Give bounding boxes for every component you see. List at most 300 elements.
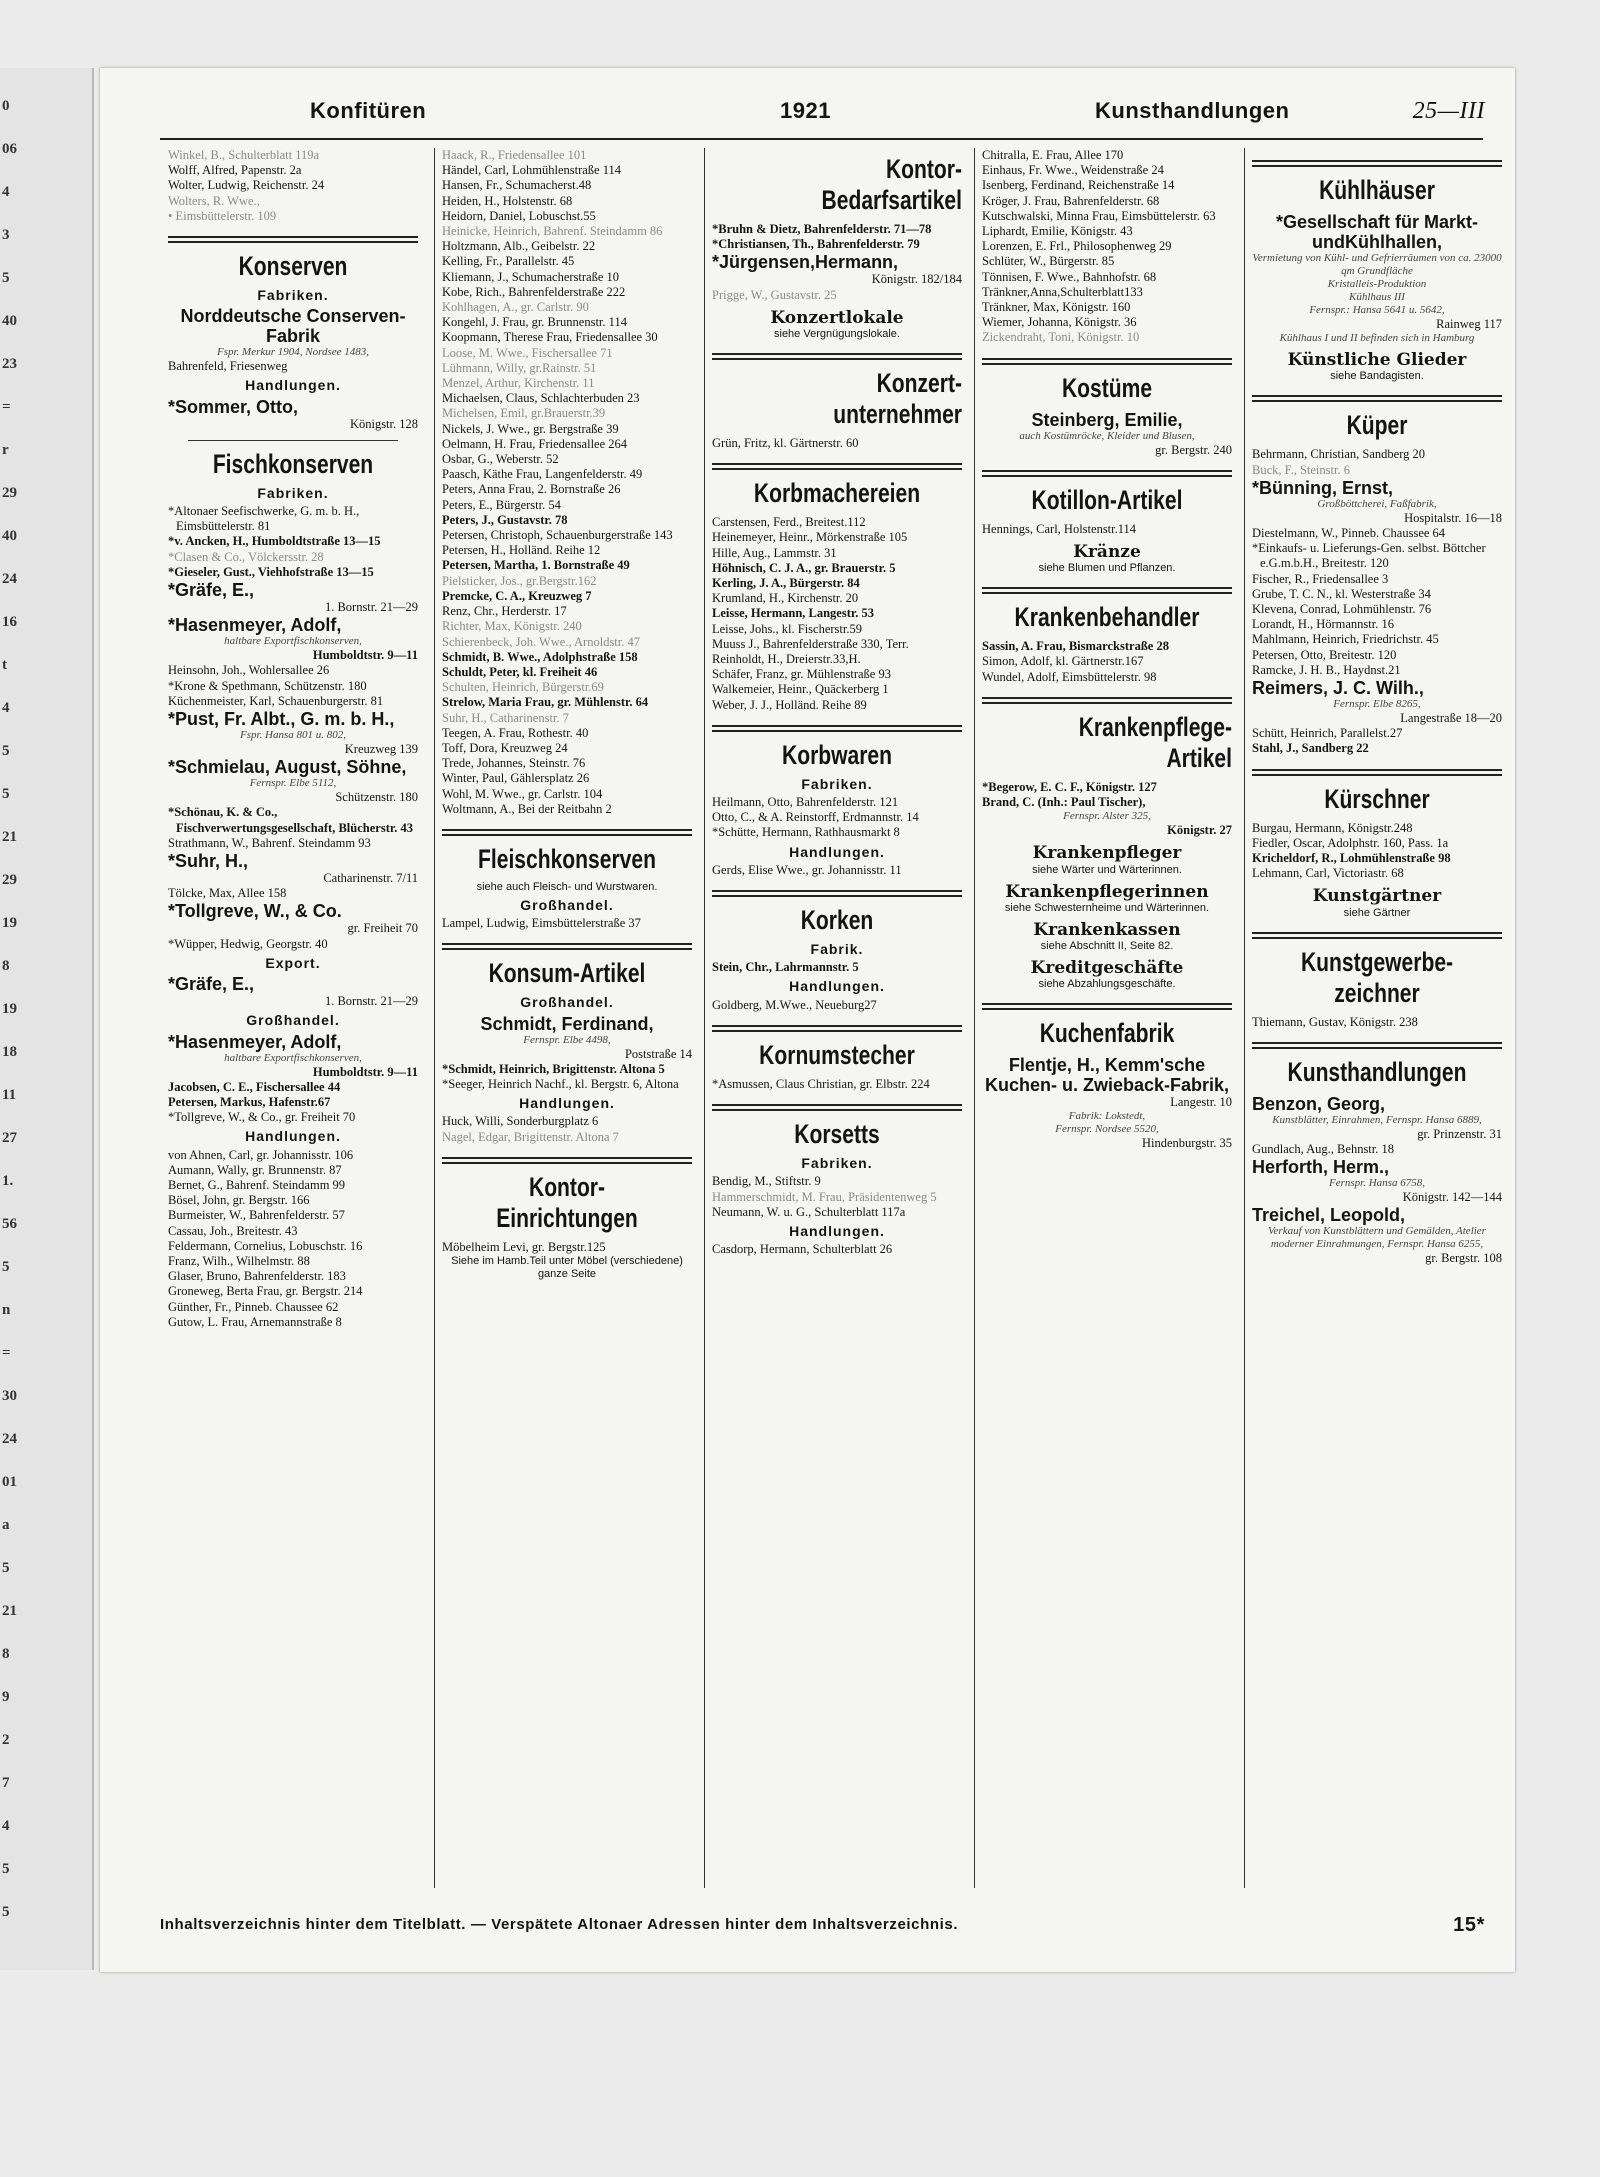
section-rule [982, 470, 1232, 477]
directory-entry: *Gieseler, Gust., Viehhofstraße 13—15 [168, 564, 374, 579]
cross-ref-heading: Kreditgeschäfte [1030, 958, 1184, 979]
prev-page-fragment: 9 [2, 1689, 10, 1705]
directory-entry: Feldermann, Cornelius, Lobuschstr. 16 [168, 1238, 363, 1253]
featured-entry: *Pust, Fr. Albt., G. m. b. H., [168, 709, 395, 730]
featured-entry: Reimers, J. C. Wilh., [1252, 678, 1424, 699]
directory-entry: Einhaus, Fr. Wwe., Weidenstraße 24 [982, 163, 1164, 178]
section-rule [168, 236, 418, 243]
directory-entry: Cassau, Joh., Breitestr. 43 [168, 1223, 298, 1238]
directory-entry: Fiedler, Oscar, Adolphstr. 160, Pass. 1a [1252, 835, 1449, 850]
directory-entry: Jacobsen, C. E., Fischersallee 44 [168, 1079, 341, 1094]
prev-page-fragment: 5 [2, 1861, 10, 1877]
prev-page-fragment: 2 [2, 1732, 10, 1748]
section-heading: Korbmachereien [753, 478, 921, 509]
directory-entry: Leisse, Johs., kl. Fischerstr.59 [712, 621, 862, 636]
directory-entry: Heidorn, Daniel, Lobuschst.55 [442, 208, 596, 223]
directory-entry: Kutschwalski, Minna Frau, Eimsbüttelerstr. 63 [982, 208, 1216, 223]
featured-entry: Treichel, Leopold, [1252, 1205, 1406, 1226]
directory-entry: Schlüter, W., Bürgerstr. 85 [982, 254, 1115, 269]
directory-entry: *Einkaufs- u. Lieferungs-Gen. selbst. Böttcher e.G.m.b.H., Breitestr. 120 [1252, 541, 1489, 571]
prev-page-fragment: 24 [2, 571, 17, 587]
directory-entry: Renz, Chr., Herderstr. 17 [442, 604, 567, 619]
directory-entry: Königstr. 27 [1167, 823, 1232, 838]
directory-entry: Carstensen, Ferd., Breitest.112 [712, 515, 866, 530]
entry-note: Verkauf von Kunstblättern und Gemälden, Atelier moderner Einrahmungen, Fernspr. Hansa 6255, [1268, 1225, 1486, 1251]
section-rule [712, 725, 962, 732]
column-divider [704, 148, 705, 1888]
directory-entry: Muuss J., Bahrenfelderstraße 330, Terr. [712, 636, 909, 651]
directory-entry: *Schönau, K. & Co., Fischverwertungsgesellschaft, Blücherstr. 43 [168, 805, 414, 835]
prev-page-fragment: 1. [2, 1173, 14, 1189]
entry-note: Fernspr. Hansa 6758, [1329, 1177, 1425, 1190]
entry-note: Fspr. Merkur 1904, Nordsee 1483, [216, 346, 370, 359]
directory-entry: *Begerow, E. C. F., Königstr. 127 [982, 779, 1157, 794]
prev-page-fragment: = [2, 1345, 11, 1361]
prev-page-fragment: r [2, 442, 9, 458]
featured-entry: *Hasenmeyer, Adolf, [168, 615, 342, 636]
directory-entry: Brand, C. (Inh.: Paul Tischer), [982, 795, 1146, 810]
directory-entry: Küchenmeister, Karl, Schauenburgerstr. 81 [168, 693, 384, 708]
section-heading: Kontor-Einrichtungen [496, 1171, 638, 1233]
cross-reference: siehe Schwesternheime und Wärterinnen. [1004, 901, 1210, 914]
cross-reference: siehe Abschnitt II, Seite 82. [1040, 940, 1174, 953]
directory-entry: Heinicke, Heinrich, Bahrenf. Steindamm 86 [442, 224, 663, 239]
directory-entry: Schützenstr. 180 [335, 790, 418, 805]
featured-entry: Flentje, H., Kemm'sche Kuchen- u. Zwieback-Fabrik, [984, 1055, 1230, 1096]
directory-entry: Pielsticker, Jos., gr.Bergstr.162 [442, 573, 597, 588]
directory-entry: Stahl, J., Sandberg 22 [1252, 741, 1369, 756]
directory-entry: Hammerschmidt, M. Frau, Präsidentenweg 5 [712, 1189, 937, 1204]
section-heading: Fleischkonserven [478, 843, 656, 874]
directory-entry: Casdorp, Hermann, Schulterblatt 26 [712, 1242, 893, 1257]
section-heading: Kontor-Bedarfsartikel [821, 154, 962, 215]
directory-entry: Petersen, Otto, Breitestr. 120 [1252, 647, 1397, 662]
subsection-label: Fabriken. [257, 287, 329, 304]
prev-page-fragment: 21 [2, 829, 17, 845]
section-heading: Kunstgewerbe-zeichner [1300, 946, 1454, 1008]
directory-entry: Walkemeier, Heinr., Quäckerberg 1 [712, 682, 889, 697]
entry-note: Kühlhaus III [1349, 291, 1405, 303]
section-rule [982, 587, 1232, 594]
prev-page-fragment: 19 [2, 915, 17, 931]
directory-entry: gr. Prinzenstr. 31 [1417, 1126, 1502, 1141]
entry-note: Kristalleis-Produktion [1327, 278, 1427, 290]
footer-note: Inhaltsverzeichnis hinter dem Titelblatt. — Verspätete Altonaer Adressen hinter dem Inhaltsverzeichnis. [160, 1916, 959, 1933]
directory-entry: Peters, Anna Frau, 2. Bornstraße 26 [442, 482, 621, 497]
column-divider [974, 148, 975, 1888]
directory-entry: Tränkner,Anna,Schulterblatt133 [982, 284, 1143, 299]
column-2 [442, 148, 692, 1281]
directory-entry: Heiden, H., Holstenstr. 68 [442, 193, 573, 208]
directory-entry: Woltmann, A., Bei der Reitbahn 2 [442, 801, 612, 816]
directory-entry: Langestr. 10 [1170, 1095, 1232, 1110]
directory-entry: Burmeister, W., Bahrenfelderstr. 57 [168, 1208, 345, 1223]
cross-reference: siehe Abzahlungsgeschäfte. [1038, 978, 1176, 991]
featured-entry: *Gesellschaft für Markt-undKühlhallen, [1275, 212, 1479, 252]
directory-entry: Kelling, Fr., Parallelstr. 45 [442, 254, 575, 269]
directory-entry: Kricheldorf, R., Lohmühlenstraße 98 [1252, 851, 1451, 866]
directory-entry: Heinemeyer, Heinr., Mörkenstraße 105 [712, 530, 908, 545]
directory-entry: Gutow, L. Frau, Arnemannstraße 8 [168, 1314, 342, 1329]
directory-entry: gr. Bergstr. 240 [1155, 442, 1232, 457]
directory-entry: Kerling, J. A., Bürgerstr. 84 [712, 576, 860, 591]
entry-note: auch Kostümröcke, Kleider und Blusen, [1019, 429, 1195, 442]
directory-entry: Hindenburgstr. 35 [1141, 1136, 1232, 1151]
prev-page-fragment: n [2, 1302, 11, 1318]
prev-page-fragment: 01 [2, 1474, 17, 1490]
directory-entry: Wolff, Alfred, Papenstr. 2a [168, 163, 302, 178]
subsection-label: Großhandel. [520, 896, 614, 913]
directory-entry: Richter, Max, Königstr. 240 [442, 619, 582, 634]
prev-page-fragment: 4 [2, 700, 10, 716]
featured-entry: Steinberg, Emilie, [1031, 409, 1183, 430]
directory-entry: Leisse, Hermann, Langestr. 53 [712, 606, 875, 621]
directory-entry: Zickendraht, Toni, Königstr. 10 [982, 330, 1140, 345]
prev-page-fragment: 5 [2, 270, 10, 286]
directory-entry: Simon, Adolf, kl. Gärtnerstr.167 [982, 654, 1144, 669]
entry-note: Fernspr. Elbe 4498, [523, 1033, 611, 1046]
directory-entry: • Eimsbüttelerstr. 109 [168, 208, 277, 223]
directory-entry: Wolters, R. Wwe., [168, 193, 260, 208]
directory-entry: Winter, Paul, Gählersplatz 26 [442, 771, 590, 786]
section-rule [442, 829, 692, 836]
directory-entry: Petersen, H., Holländ. Reihe 12 [442, 543, 601, 558]
prev-page-fragment: 19 [2, 1001, 17, 1017]
section-heading: Korsetts [794, 1119, 880, 1150]
subsection-label: Handlungen. [245, 377, 341, 394]
directory-page [100, 68, 1515, 1972]
cross-ref-heading: Konzertlokale [770, 307, 904, 328]
directory-entry: Tölcke, Max, Allee 158 [168, 886, 287, 901]
directory-entry: Schierenbeck, Joh. Wwe., Arnoldstr. 47 [442, 634, 640, 649]
directory-entry: Franz, Wilh., Wilhelmstr. 88 [168, 1253, 310, 1268]
section-rule [982, 358, 1232, 365]
section-heading: Krankenpflege-Artikel [1078, 711, 1232, 773]
directory-entry: Isenberg, Ferdinand, Reichenstraße 14 [982, 178, 1175, 193]
directory-entry: Petersen, Christoph, Schauenburgerstraße 143 [442, 528, 673, 543]
entry-note: Fernspr. Elbe 8265, [1333, 698, 1421, 711]
entry-note: Fabrik: Lokstedt, [1068, 1110, 1146, 1123]
directory-entry: *Tollgreve, W., & Co., gr. Freiheit 70 [168, 1110, 356, 1125]
directory-entry: Holtzmann, Alb., Geibelstr. 22 [442, 239, 596, 254]
directory-entry: Sassin, A. Frau, Bismarckstraße 28 [982, 639, 1169, 654]
directory-entry: *Schütte, Hermann, Rathhausmarkt 8 [712, 825, 900, 840]
directory-entry: Heilmann, Otto, Bahrenfelderstr. 121 [712, 795, 899, 810]
directory-entry: Tönnisen, F. Wwe., Bahnhofstr. 68 [982, 269, 1157, 284]
section-rule [712, 463, 962, 470]
page-footer [160, 1914, 1485, 1936]
section-heading: Fischkonserven [212, 448, 374, 479]
directory-entry: Paasch, Käthe Frau, Langenfelderstr. 49 [442, 467, 643, 482]
section-heading: Korken [800, 905, 874, 936]
directory-entry: Poststraße 14 [624, 1046, 692, 1061]
featured-entry: *Schmielau, August, Söhne, [168, 757, 407, 778]
cross-reference: Siehe im Hamb.Teil unter Möbel (verschiedene) ganze Seite [451, 1254, 683, 1280]
directory-entry: Königstr. 182/184 [871, 272, 962, 287]
subsection-label: Fabriken. [257, 484, 329, 501]
entry-note: Fernspr. Alster 325, [1063, 810, 1151, 823]
page-number: 25—III [1412, 98, 1485, 124]
entry-note: Kühlhaus I und II befinden sich in Hamburg [1279, 332, 1475, 345]
section-heading: Kostüme [1061, 372, 1153, 403]
running-head-year: 1921 [780, 98, 831, 123]
prev-page-fragment: 5 [2, 1904, 10, 1920]
column-divider [434, 148, 435, 1888]
directory-entry: Strathmann, W., Bahrenf. Steindamm 93 [168, 835, 371, 850]
featured-entry: Schmidt, Ferdinand, [480, 1013, 654, 1034]
prev-page-fragment: 4 [2, 1818, 10, 1834]
directory-entry: Händel, Carl, Lohmühlenstraße 114 [442, 163, 622, 178]
directory-entry: Aumann, Wally, gr. Brunnenstr. 87 [168, 1162, 342, 1177]
directory-entry: Klevena, Conrad, Lohmühlenstr. 76 [1252, 602, 1432, 617]
directory-entry: Günther, Fr., Pinneb. Chaussee 62 [168, 1299, 339, 1314]
prev-page-fragment: 56 [2, 1216, 17, 1232]
section-heading: Krankenbehandler [1014, 602, 1200, 633]
directory-entry: Peters, J., Gustavstr. 78 [442, 512, 568, 527]
section-rule [712, 1104, 962, 1111]
subsection-label: Handlungen. [519, 1095, 615, 1112]
section-rule [442, 1157, 692, 1164]
directory-entry: von Ahnen, Carl, gr. Johannisstr. 106 [168, 1147, 354, 1162]
directory-entry: Haack, R., Friedensallee 101 [442, 148, 587, 162]
directory-entry: Kobe, Rich., Bahrenfelderstraße 222 [442, 284, 626, 299]
directory-entry: Trede, Johannes, Steinstr. 76 [442, 756, 586, 771]
directory-entry: *Seeger, Heinrich Nachf., kl. Bergstr. 6, Altona [442, 1076, 679, 1091]
section-heading: Konserven [238, 251, 348, 282]
section-heading: Kornumstecher [759, 1039, 915, 1070]
directory-entry: Schäfer, Franz, gr. Mühlenstraße 93 [712, 667, 891, 682]
column-4 [982, 148, 1232, 1152]
footer-page-number: 15* [1453, 1914, 1485, 1936]
section-rule [188, 440, 398, 441]
featured-entry: *Gräfe, E., [168, 974, 255, 995]
running-head-left: Konfitüren [310, 98, 427, 123]
directory-entry: Hospitalstr. 16—18 [1404, 510, 1502, 525]
directory-entry: *Bruhn & Dietz, Bahrenfelderstr. 71—78 [712, 222, 932, 236]
entry-note: haltbare Exportfischkonserven, [224, 635, 362, 648]
section-heading: Kuchenfabrik [1039, 1018, 1175, 1049]
column-3 [712, 148, 962, 1257]
section-rule [982, 697, 1232, 704]
subsection-label: Handlungen. [789, 1222, 885, 1239]
section-heading: Kürschner [1324, 783, 1430, 814]
prev-page-fragment: 23 [2, 356, 17, 372]
directory-entry: Gundlach, Aug., Behnstr. 18 [1252, 1142, 1395, 1157]
section-heading: Kunsthandlungen [1287, 1056, 1467, 1087]
prev-page-fragment: 11 [2, 1087, 17, 1103]
directory-entry: Burgau, Hermann, Königstr.248 [1252, 820, 1413, 835]
featured-entry: *Jürgensen,Hermann, [712, 252, 899, 273]
cross-ref-heading: Künstliche Glieder [1287, 350, 1467, 371]
header-rule [160, 138, 1483, 140]
directory-entry: Neumann, W. u. G., Schulterblatt 117a [712, 1204, 906, 1219]
directory-entry: Schulten, Heinrich, Bürgerstr.69 [442, 680, 604, 695]
cross-ref-heading: Krankenpflegerinnen [1005, 881, 1209, 902]
directory-entry: Diestelmann, W., Pinneb. Chaussee 64 [1252, 526, 1446, 541]
prev-page-fragment: 29 [2, 872, 17, 888]
directory-entry: Toff, Dora, Kreuzweg 24 [442, 740, 568, 755]
running-head [140, 98, 1485, 132]
directory-entry: Grube, T. C. N., kl. Westerstraße 34 [1252, 586, 1431, 601]
directory-entry: Wolter, Ludwig, Reichenstr. 24 [168, 178, 325, 193]
featured-entry: *Suhr, H., [168, 851, 249, 872]
prev-page-fragment: 29 [2, 485, 17, 501]
directory-entry: Behrmann, Christian, Sandberg 20 [1252, 447, 1426, 462]
directory-entry: Humboldtstr. 9—11 [312, 648, 418, 663]
section-heading: Konzert-unternehmer [833, 368, 962, 430]
directory-entry: Hille, Aug., Lammstr. 31 [712, 545, 837, 560]
directory-entry: Prigge, W., Gustavstr. 25 [712, 287, 837, 302]
featured-entry: *Gräfe, E., [168, 580, 255, 601]
prev-page-fragment: 27 [2, 1130, 17, 1146]
directory-entry: *Krone & Spethmann, Schützenstr. 180 [168, 678, 367, 693]
featured-entry: *Hasenmeyer, Adolf, [168, 1031, 342, 1052]
subsection-label: Großhandel. [520, 994, 614, 1011]
subsection-label: Handlungen. [245, 1128, 341, 1145]
directory-entry: *Altonaer Seefischwerke, G. m. b. H., Eimsbüttelerstr. 81 [168, 504, 363, 534]
directory-entry: Lühmann, Willy, gr.Rainstr. 51 [442, 360, 597, 375]
section-rule [442, 943, 692, 950]
directory-entry: Bernet, G., Bahrenf. Steindamm 99 [168, 1177, 346, 1192]
directory-entry: Möbelheim Levi, gr. Bergstr.125 [442, 1239, 606, 1254]
directory-entry: Winkel, B., Schulterblatt 119a [168, 148, 320, 162]
directory-entry: Loose, M. Wwe., Fischersallee 71 [442, 345, 613, 360]
directory-entry: Oelmann, H. Frau, Friedensallee 264 [442, 436, 628, 451]
directory-entry: Otto, C., & A. Reinstorff, Erdmannstr. 14 [712, 810, 919, 825]
directory-entry: Thiemann, Gustav, Königstr. 238 [1252, 1014, 1418, 1029]
previous-page-edge [0, 68, 94, 1970]
directory-entry: Chitralla, E. Frau, Allee 170 [982, 148, 1124, 162]
entry-note: Kunstblätter, Einrahmen, Fernspr. Hansa 6889, [1272, 1113, 1482, 1126]
featured-entry: *Sommer, Otto, [168, 396, 299, 417]
directory-entry: Lorandt, H., Hörmannstr. 16 [1252, 617, 1394, 632]
directory-entry: Lorenzen, E. Frl., Philosophenweg 29 [982, 239, 1172, 254]
directory-entry: Reinholdt, H., Dreierstr.33,H. [712, 652, 861, 667]
directory-entry: Schuldt, Peter, kl. Freiheit 46 [442, 664, 598, 679]
directory-entry: Hennings, Carl, Holstenstr.114 [982, 521, 1137, 536]
cross-reference: siehe Blumen und Pflanzen. [1038, 562, 1176, 575]
directory-entry: Kliemann, J., Schumacherstraße 10 [442, 269, 620, 284]
directory-entry: Teegen, A. Frau, Rothestr. 40 [442, 725, 589, 740]
prev-page-fragment: 0 [2, 98, 10, 114]
directory-entry: Wohl, M. Wwe., gr. Carlstr. 104 [442, 786, 603, 801]
directory-entry: Hansen, Fr., Schumacherst.48 [442, 178, 592, 193]
entry-note: Fernspr. Elbe 5112, [249, 777, 337, 790]
directory-entry: Königstr. 142—144 [1402, 1190, 1502, 1205]
directory-entry: *v. Ancken, H., Humboldtstraße 13—15 [168, 534, 381, 549]
prev-page-fragment: 5 [2, 1259, 10, 1275]
featured-entry: Benzon, Georg, [1252, 1093, 1386, 1114]
directory-entry: Premcke, C. A., Kreuzweg 7 [442, 588, 592, 603]
entry-note: haltbare Exportfischkonserven, [224, 1051, 362, 1064]
directory-entry: Nagel, Edgar, Brigittenstr. Altona 7 [442, 1129, 619, 1144]
directory-entry: Wundel, Adolf, Eimsbüttelerstr. 98 [982, 669, 1157, 684]
section-rule [712, 890, 962, 897]
section-rule [1252, 1042, 1502, 1049]
section-rule [712, 1025, 962, 1032]
directory-entry: Bösel, John, gr. Bergstr. 166 [168, 1193, 310, 1208]
section-heading: Konsum-Artikel [488, 958, 646, 989]
cross-ref-heading: Kunstgärtner [1312, 886, 1442, 907]
directory-entry: Goldberg, M.Wwe., Neueburg27 [712, 997, 877, 1012]
section-heading: Kotillon-Artikel [1031, 484, 1183, 515]
section-rule [1252, 932, 1502, 939]
directory-entry: Glaser, Bruno, Bahrenfelderstr. 183 [168, 1269, 346, 1284]
subsection-label: Fabriken. [801, 775, 873, 792]
directory-entry: 1. Bornstr. 21—29 [324, 994, 418, 1009]
directory-entry: Petersen, Martha, 1. Bornstraße 49 [442, 558, 630, 573]
directory-entry: 1. Bornstr. 21—29 [324, 600, 418, 615]
prev-page-fragment: 3 [2, 227, 10, 243]
cross-ref-heading: Krankenkassen [1033, 919, 1181, 940]
directory-entry: *Schmidt, Heinrich, Brigittenstr. Altona 5 [442, 1061, 665, 1076]
directory-entry: Kreuzweg 139 [344, 742, 418, 757]
directory-entry: Nickels, J. Wwe., gr. Bergstraße 39 [442, 421, 619, 436]
cross-ref-heading: Kränze [1073, 542, 1141, 563]
subsection-label: Großhandel. [246, 1012, 340, 1029]
prev-page-fragment: 24 [2, 1431, 17, 1447]
directory-entry: Humboldtstr. 9—11 [312, 1064, 418, 1079]
directory-entry: Wiemer, Johanna, Königstr. 36 [982, 315, 1137, 330]
featured-entry: *Tollgreve, W., & Co. [168, 901, 342, 922]
entry-note: Fernspr. Nordsee 5520, [1055, 1123, 1159, 1136]
directory-entry: Catharinenstr. 7/11 [323, 871, 418, 886]
prev-page-fragment: 40 [2, 528, 17, 544]
subsection-label: Handlungen. [789, 843, 885, 860]
directory-entry: Peters, E., Bürgerstr. 54 [442, 497, 561, 512]
prev-page-fragment: 21 [2, 1603, 17, 1619]
prev-page-fragment: t [2, 657, 7, 673]
directory-entry: Rainweg 117 [1436, 317, 1502, 331]
directory-entry: Suhr, H., Catharinenstr. 7 [442, 710, 569, 725]
directory-entry: gr. Bergstr. 108 [1425, 1251, 1502, 1266]
directory-entry: Gerds, Elise Wwe., gr. Johannisstr. 11 [712, 862, 902, 877]
entry-note: Vermietung von Kühl- und Gefrierräumen von ca. 23000 qm Grundfläche [1252, 252, 1502, 277]
directory-entry: Petersen, Markus, Hafenstr.67 [168, 1094, 331, 1109]
directory-entry: Strelow, Maria Frau, gr. Mühlenstr. 64 [442, 695, 649, 710]
directory-entry: Tränkner, Max, Königstr. 160 [982, 300, 1131, 315]
featured-entry: Herforth, Herm., [1252, 1157, 1390, 1178]
prev-page-fragment: = [2, 399, 11, 415]
directory-entry: *Wüpper, Hedwig, Georgstr. 40 [168, 936, 328, 951]
directory-entry: *Asmussen, Claus Christian, gr. Elbstr. 224 [712, 1076, 930, 1091]
directory-entry: Michaelsen, Claus, Schlachterbuden 23 [442, 391, 640, 406]
prev-page-fragment: 8 [2, 1646, 10, 1662]
subsection-label: Fabrik. [810, 941, 864, 958]
directory-entry: Groneweg, Berta Frau, gr. Bergstr. 214 [168, 1284, 363, 1299]
prev-page-fragment: 4 [2, 184, 10, 200]
featured-entry: Norddeutsche Conserven-Fabrik [180, 306, 406, 347]
directory-entry: Stein, Chr., Lahrmannstr. 5 [712, 960, 859, 975]
directory-entry: Buck, F., Steinstr. 6 [1252, 462, 1350, 477]
prev-page-fragment: 30 [2, 1388, 17, 1404]
section-rule [1252, 769, 1502, 776]
directory-entry: Kröger, J. Frau, Bahrenfelderstr. 68 [982, 193, 1160, 208]
running-head-right: Kunsthandlungen [1095, 98, 1290, 123]
column-5 [1252, 148, 1502, 1267]
prev-page-fragment: 16 [2, 614, 17, 630]
section-rule [982, 1003, 1232, 1010]
cross-reference: siehe Bandagisten. [1330, 370, 1424, 383]
directory-entry: *Clasen & Co., Völckersstr. 28 [168, 549, 324, 564]
prev-page-fragment: 7 [2, 1775, 10, 1791]
column-1 [168, 148, 418, 1330]
featured-entry: *Bünning, Ernst, [1252, 477, 1393, 498]
subsection-label: Export. [265, 954, 321, 971]
directory-entry: gr. Freiheit 70 [347, 921, 418, 936]
directory-entry: Schmidt, B. Wwe., Adolphstraße 158 [442, 649, 638, 664]
cross-reference: siehe Gärtner [1343, 906, 1411, 919]
